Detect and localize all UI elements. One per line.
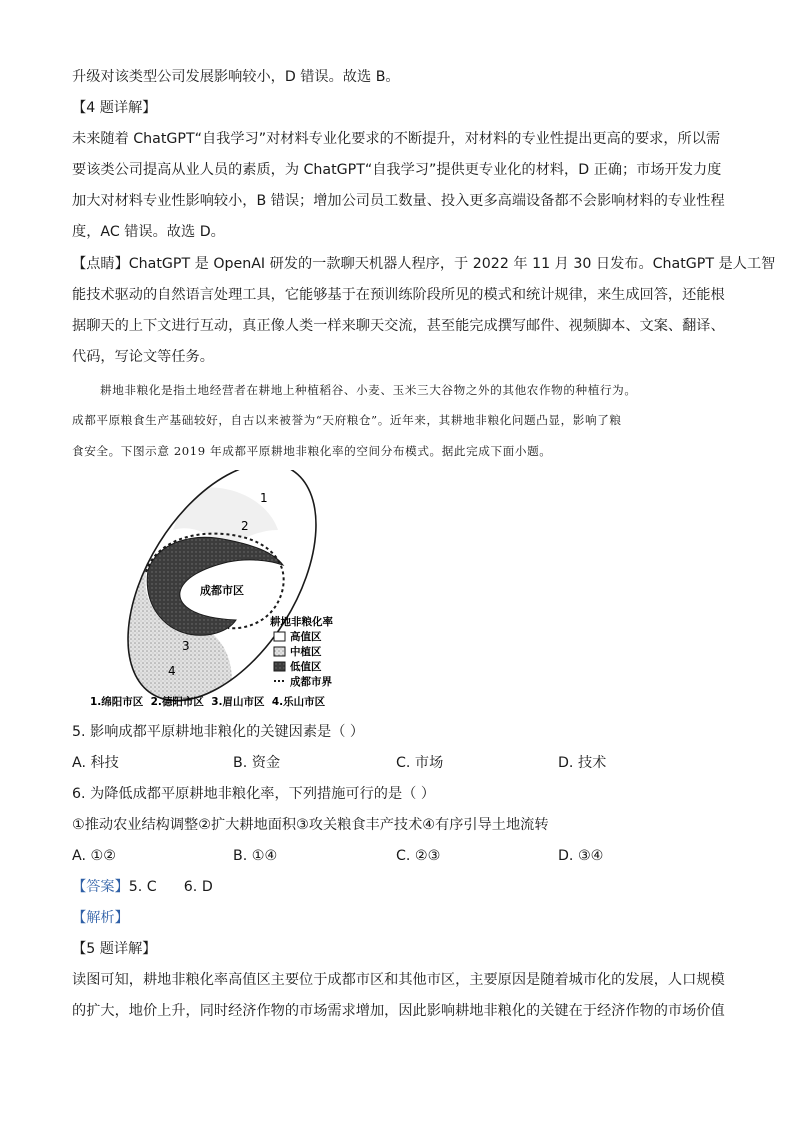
legend-swatch-low — [274, 662, 285, 671]
passage-line-3: 食安全。下图示意 2019 年成都平原耕地非粮化率的空间分布模式。据此完成下面小题。 — [72, 444, 552, 458]
answer-line — [72, 877, 213, 897]
q5-option-c[interactable]: C. 市场 — [396, 755, 444, 771]
q6-option-d[interactable]: D. ③④ — [558, 848, 604, 864]
answer-text: 5. C 6. D — [128, 879, 213, 895]
section-heading-4: 【4 题详解】 — [72, 100, 157, 116]
line-5: 加大对材料专业性影响较小，B 错误；增加公司员工数量、投入更多高端设备都不会影响材料的专业性程 — [72, 193, 725, 209]
passage-line-2: 成都平原粮食生产基础较好，自古以来被誉为“天府粮仓”。近年来，其耕地非粮化问题凸显，影响了粮 — [72, 413, 622, 427]
zone-label-2: 2 — [241, 519, 249, 533]
line-7: 【点睛】ChatGPT 是 OpenAI 研发的一款聊天机器人程序，于 2022 年 11 月 30 日发布。ChatGPT 是人工智 — [72, 256, 776, 272]
legend-label-border: 成都市界 — [290, 676, 332, 688]
zone-label-3: 3 — [182, 639, 190, 653]
zone-label-4: 4 — [168, 664, 176, 678]
q5-option-d[interactable]: D. 技术 — [558, 755, 607, 771]
line-9: 据聊天的上下文进行互动，真正像人类一样来聊天交流，甚至能完成撰写邮件、视频脚本、文案、翻译、 — [72, 318, 725, 334]
line-6: 度，AC 错误。故选 D。 — [72, 224, 225, 240]
q5-option-a[interactable]: A. 科技 — [72, 755, 119, 771]
tail-line-1: 读图可知，耕地非粮化率高值区主要位于成都市区和其他市区，主要原因是随着城市化的发展，人口规模 — [72, 972, 725, 988]
line-8: 能技术驱动的自然语言处理工具，它能够基于在预训练阶段所见的模式和统计规律，来生成回答，还能根 — [72, 287, 725, 303]
line-1: 升级对该类型公司发展影响较小，D 错误。故选 B。 — [72, 69, 400, 85]
legend-label-low: 低值区 — [290, 661, 322, 673]
passage-line-1: 耕地非粮化是指土地经营者在耕地上种植稻谷、小麦、玉米三大谷物之外的其他农作物的种植行为。 — [100, 383, 637, 397]
legend-title: 耕地非粮化率 — [270, 616, 333, 628]
line-4: 要该类公司提高从业人员的素质，为 ChatGPT“自我学习”提供更专业化的材料，D 正确；市场开发力度 — [72, 162, 722, 178]
q6-stem: 6. 为降低成都平原耕地非粮化率，下列措施可行的是（ ） — [72, 786, 436, 802]
q6-option-c[interactable]: C. ②③ — [396, 848, 441, 864]
legend-label-high: 高值区 — [290, 631, 322, 643]
section-heading-5: 【5 题详解】 — [72, 941, 157, 957]
zone-label-1: 1 — [260, 491, 268, 505]
line-10: 代码，写论文等任务。 — [72, 349, 214, 365]
legend-label-mid: 中植区 — [290, 646, 322, 658]
legend-swatch-mid — [274, 647, 285, 656]
answer-label: 【答案】 — [72, 879, 129, 895]
q6-option-a[interactable]: A. ①② — [72, 848, 116, 864]
analysis-label: 【解析】 — [72, 910, 129, 926]
q5-stem: 5. 影响成都平原耕地非粮化的关键因素是（ ） — [72, 724, 365, 740]
figure-caption: 1.绵阳市区 2.德阳市区 3.眉山市区 4.乐山市区 — [90, 696, 326, 708]
q6-items: ①推动农业结构调整②扩大耕地面积③攻关粮食丰产技术④有序引导土地流转 — [72, 817, 549, 833]
tail-line-2: 的扩大，地价上升，同时经济作物的市场需求增加，因此影响耕地非粮化的关键在于经济作物的市场价值 — [72, 1003, 725, 1019]
chengdu-plain-map-figure — [78, 470, 378, 710]
q6-option-b[interactable]: B. ①④ — [233, 848, 278, 864]
line-3: 未来随着 ChatGPT“自我学习”对材料专业化要求的不断提升，对材料的专业性提出更高的要求，所以需 — [72, 131, 721, 147]
legend-swatch-high — [274, 632, 285, 641]
q5-option-b[interactable]: B. 资金 — [233, 755, 281, 771]
city-label: 成都市区 — [200, 584, 244, 597]
